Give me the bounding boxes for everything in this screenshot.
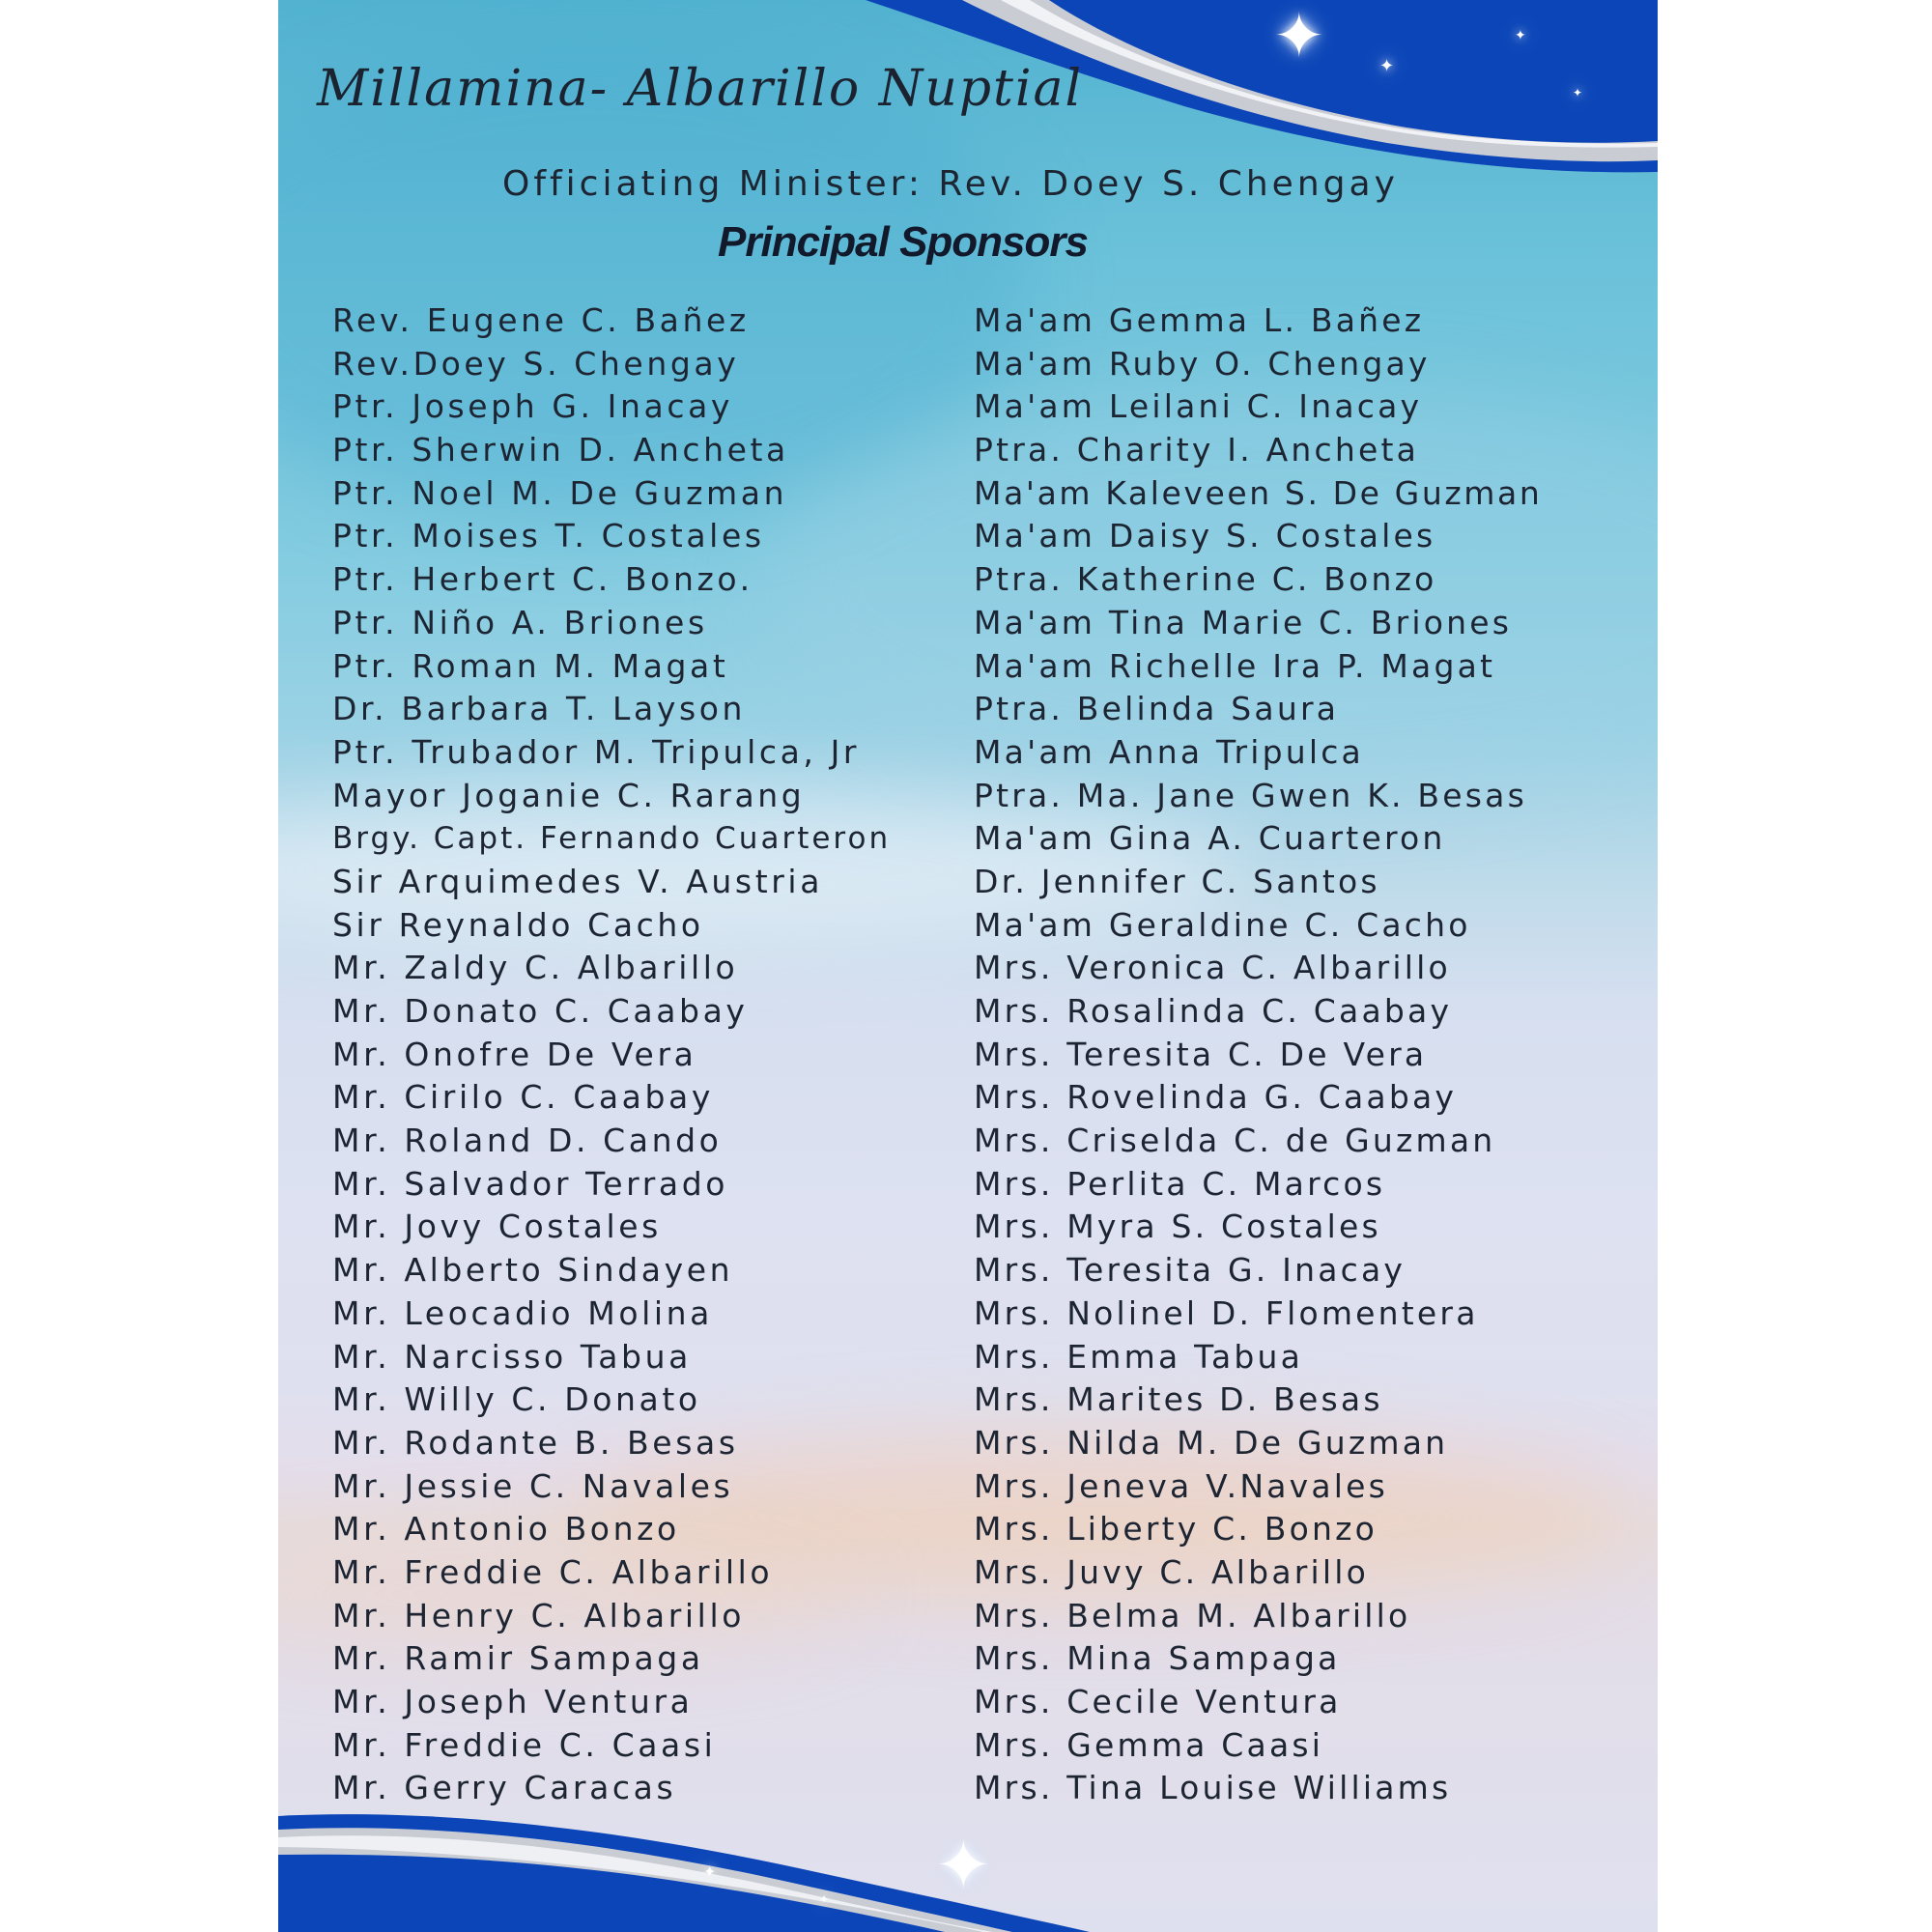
sponsor-name: Ptra. Katherine C. Bonzo — [974, 560, 1437, 599]
sponsor-name: Mrs. Rovelinda G. Caabay — [974, 1078, 1458, 1117]
sponsor-name: Mrs. Juvy C. Albarillo — [974, 1552, 1370, 1591]
sponsor-name: Mrs. Myra S. Costales — [974, 1208, 1381, 1246]
sponsor-name: Mrs. Nilda M. De Guzman — [974, 1423, 1449, 1462]
sponsor-name: Mr. Zaldy C. Albarillo — [332, 949, 739, 987]
sponsor-name: Ma'am Gemma L. Bañez — [974, 301, 1425, 339]
officiating-minister: Officiating Minister: Rev. Doey S. Chengay — [502, 164, 1399, 204]
sponsor-name: Ptra. Belinda Saura — [974, 690, 1340, 728]
sponsor-name: Mr. Narcisso Tabua — [332, 1337, 692, 1376]
sponsor-name: Mr. Roland D. Cando — [332, 1122, 723, 1160]
sponsor-name: Ptra. Charity I. Ancheta — [974, 431, 1420, 469]
sponsor-name: Ptr. Noel M. De Guzman — [332, 473, 788, 512]
sponsor-name: Ptr. Joseph G. Inacay — [332, 387, 734, 426]
sponsor-name: Ma'am Richelle Ira P. Magat — [974, 646, 1496, 685]
sponsor-name: Mr. Onofre De Vera — [332, 1035, 697, 1073]
sponsor-name: Mr. Donato C. Caabay — [332, 992, 749, 1030]
sponsor-name: Ma'am Ruby O. Chengay — [974, 344, 1431, 383]
sponsor-name: Ma'am Gina A. Cuarteron — [974, 819, 1446, 858]
sponsor-name: Brgy. Capt. Fernando Cuarteron — [332, 821, 892, 857]
sponsor-name: Mrs. Perlita C. Marcos — [974, 1164, 1386, 1203]
sponsor-name: Ptr. Roman M. Magat — [332, 646, 729, 685]
sponsor-name: Mr. Antonio Bonzo — [332, 1510, 680, 1548]
sponsor-name: Ma'am Leilani C. Inacay — [974, 387, 1423, 426]
sponsor-name: Mrs. Veronica C. Albarillo — [974, 949, 1451, 987]
sparkle-icon: ✦ — [703, 1862, 717, 1881]
sponsor-name: Mrs. Nolinel D. Flomentera — [974, 1293, 1479, 1332]
sponsor-name: Ma'am Tina Marie C. Briones — [974, 603, 1513, 641]
sponsor-name: Rev. Eugene C. Bañez — [332, 301, 750, 339]
sparkle-icon: ✦ — [935, 1826, 992, 1905]
sponsor-name: Ma'am Anna Tripulca — [974, 732, 1364, 771]
sponsor-name: Ma'am Geraldine C. Cacho — [974, 905, 1471, 944]
sponsors-left-column — [332, 299, 891, 1810]
sponsor-name: Dr. Barbara T. Layson — [332, 690, 747, 728]
sponsor-name: Ma'am Daisy S. Costales — [974, 517, 1436, 555]
page-title: Millamina- Albarillo Nuptial — [317, 60, 1084, 118]
sponsor-name: Mr. Leocadio Molina — [332, 1293, 713, 1332]
sponsor-name: Rev.Doey S. Chengay — [332, 344, 740, 383]
sparkle-icon: ✦ — [1273, 1, 1325, 72]
sponsor-name: Mrs. Tina Louise Williams — [974, 1769, 1452, 1807]
sponsor-name: Mr. Salvador Terrado — [332, 1164, 729, 1203]
sponsor-name: Mrs. Liberty C. Bonzo — [974, 1510, 1378, 1548]
sponsor-name: Ptr. Trubador M. Tripulca, Jr — [332, 732, 861, 771]
sponsor-name: Mr. Gerry Caracas — [332, 1769, 677, 1807]
sponsor-name: Mrs. Criselda C. de Guzman — [974, 1122, 1496, 1160]
sponsor-name: Mrs. Gemma Caasi — [974, 1725, 1324, 1764]
sponsor-name: Dr. Jennifer C. Santos — [974, 862, 1380, 900]
sponsor-name: Mrs. Marites D. Besas — [974, 1380, 1383, 1419]
sponsor-name: Mrs. Cecile Ventura — [974, 1683, 1342, 1720]
sponsor-name: Sir Arquimedes V. Austria — [332, 862, 824, 900]
sponsor-name: Mrs. Teresita G. Inacay — [974, 1251, 1406, 1290]
sponsor-name: Mr. Freddie C. Albarillo — [332, 1552, 774, 1591]
sponsor-name: Mr. Rodante B. Besas — [332, 1423, 739, 1462]
sponsor-name: Mr. Ramir Sampaga — [332, 1639, 704, 1678]
sponsor-name: Mrs. Belma M. Albarillo — [974, 1596, 1411, 1634]
sponsor-name: Mr. Jovy Costales — [332, 1208, 662, 1246]
sponsor-name: Ptr. Sherwin D. Ancheta — [332, 431, 789, 469]
sponsor-name: Ptr. Niño A. Briones — [332, 603, 708, 641]
sparkle-icon: ✦ — [1515, 28, 1526, 43]
sponsor-name: Mr. Alberto Sindayen — [332, 1251, 734, 1290]
sponsor-name: Mrs. Jeneva V.Navales — [974, 1466, 1389, 1505]
sparkle-icon: ✦ — [819, 1892, 830, 1906]
sponsor-name: Mr. Cirilo C. Caabay — [332, 1078, 714, 1117]
sponsor-name: Mr. Joseph Ventura — [332, 1683, 694, 1720]
sponsors-card — [278, 0, 1658, 1932]
sponsor-name: Mr. Willy C. Donato — [332, 1380, 701, 1419]
sparkle-icon: ✦ — [1379, 56, 1395, 76]
sponsor-name: Ptra. Ma. Jane Gwen K. Besas — [974, 776, 1527, 814]
sponsor-name: Mayor Joganie C. Rarang — [332, 776, 806, 814]
sponsor-name: Mr. Jessie C. Navales — [332, 1466, 734, 1505]
section-heading: Principal Sponsors — [718, 218, 1088, 266]
sponsor-name: Mrs. Rosalinda C. Caabay — [974, 992, 1453, 1030]
sponsor-name: Ma'am Kaleveen S. De Guzman — [974, 473, 1543, 512]
sponsor-name: Mr. Henry C. Albarillo — [332, 1596, 746, 1634]
sponsors-right-column — [974, 299, 1542, 1810]
sponsor-name: Ptr. Moises T. Costales — [332, 517, 765, 555]
sponsor-name: Mrs. Emma Tabua — [974, 1337, 1304, 1376]
sponsor-name: Sir Reynaldo Cacho — [332, 905, 704, 944]
sponsor-name: Mrs. Teresita C. De Vera — [974, 1035, 1428, 1073]
sponsor-name: Mr. Freddie C. Caasi — [332, 1725, 717, 1764]
sponsor-name: Mrs. Mina Sampaga — [974, 1639, 1341, 1678]
sponsor-name: Ptr. Herbert C. Bonzo. — [332, 560, 753, 599]
sparkle-icon: ✦ — [1573, 86, 1583, 99]
